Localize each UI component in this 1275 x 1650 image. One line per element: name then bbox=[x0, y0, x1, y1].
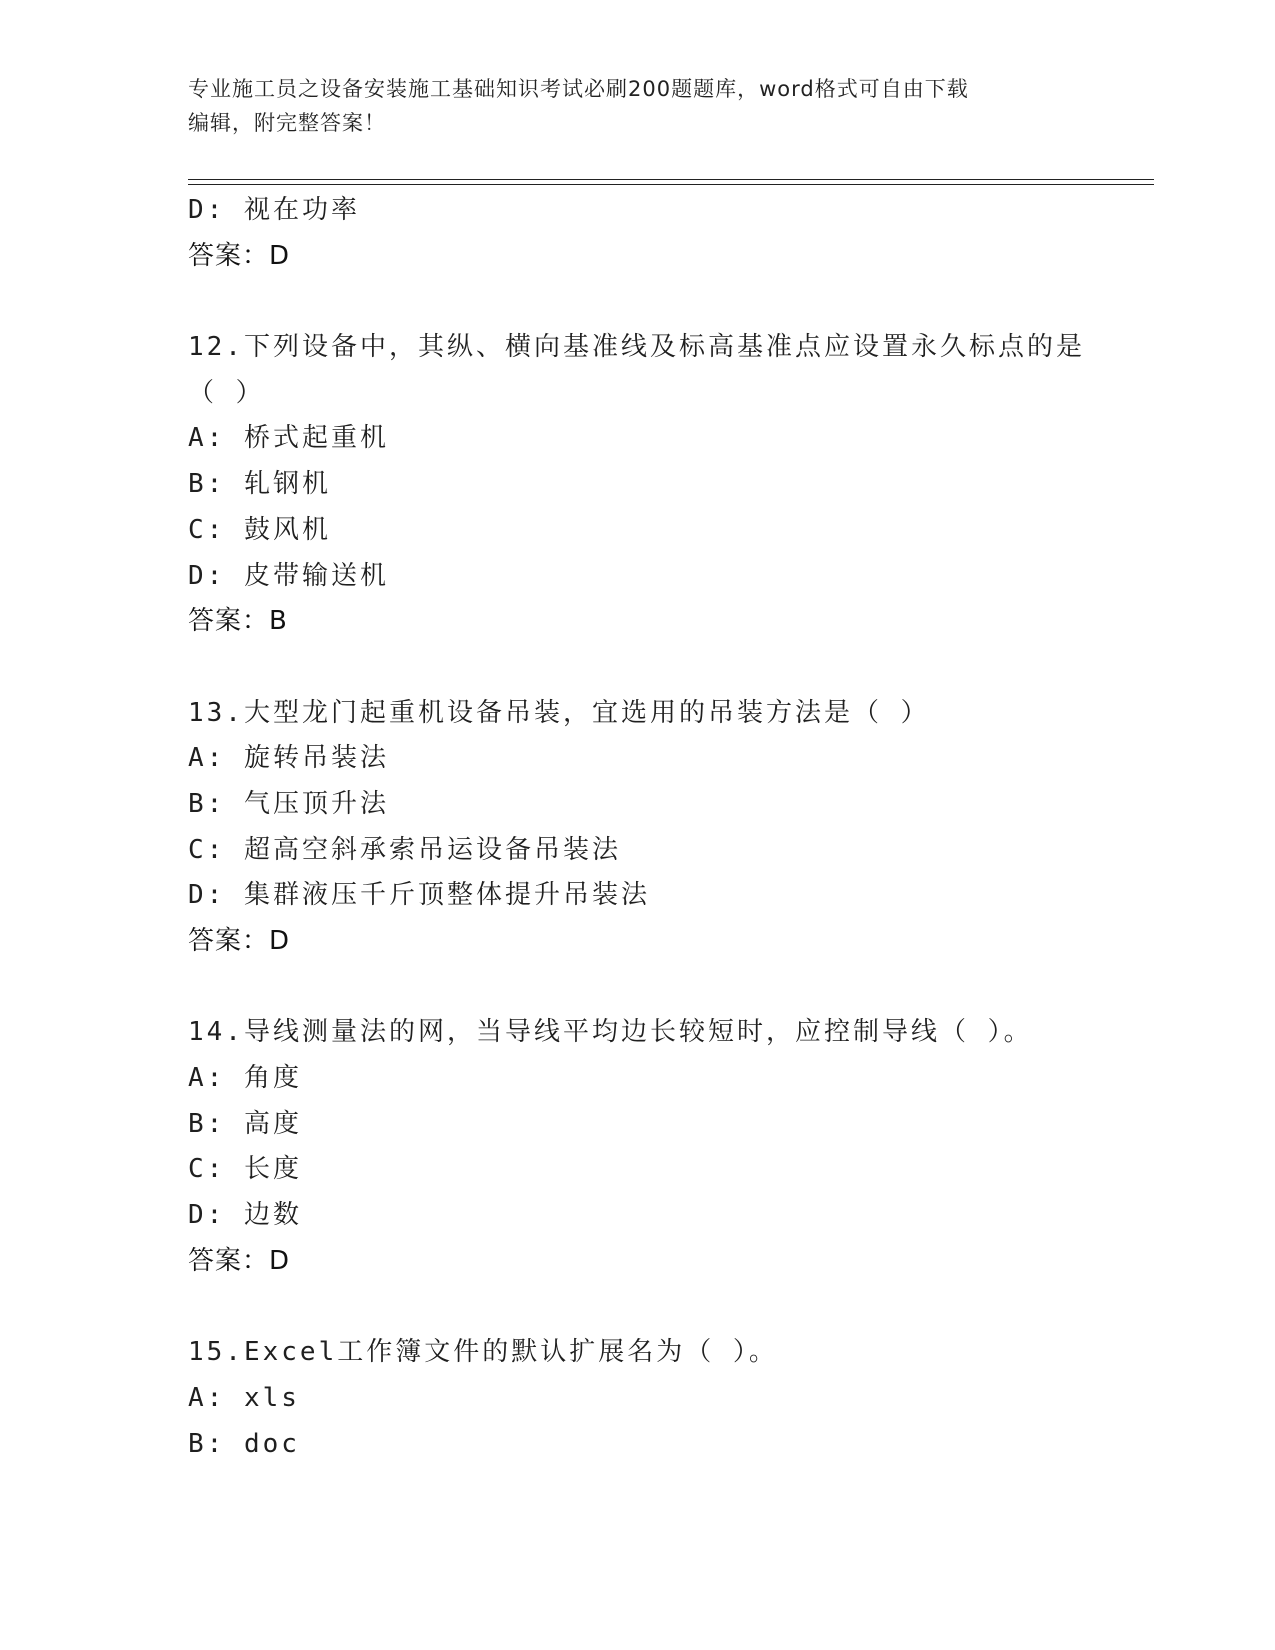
answer: 答案：D bbox=[188, 1245, 291, 1276]
question-stem: 12.下列设备中，其纵、横向基准线及标高基准点应设置永久标点的是 bbox=[188, 332, 1085, 363]
answer: 答案：D bbox=[188, 926, 291, 956]
option-d: D: 边数 bbox=[188, 1200, 302, 1231]
option-b: B: 高度 bbox=[188, 1108, 302, 1139]
question-stem: 13.大型龙门起重机设备吊装，宜选用的吊装方法是（ ） bbox=[188, 697, 930, 728]
option-c: C: 鼓风机 bbox=[188, 514, 331, 545]
question-stem: 15.Excel工作簿文件的默认扩展名为（ ）。 bbox=[188, 1337, 778, 1368]
previous-option-d: D: 视在功率 bbox=[188, 195, 360, 225]
option-d: D: 皮带输送机 bbox=[188, 560, 389, 591]
option-a: A: 旋转吊装法 bbox=[188, 743, 389, 774]
question-13 bbox=[188, 691, 1148, 965]
option-c: C: 超高空斜承索吊运设备吊装法 bbox=[188, 834, 621, 865]
spacer bbox=[188, 965, 1148, 1011]
header-title-line-2: 编辑，附完整答案！ bbox=[188, 111, 386, 135]
option-a: A: 角度 bbox=[188, 1063, 302, 1094]
header-rule-top bbox=[188, 179, 1154, 180]
question-list bbox=[188, 188, 1148, 1467]
option-b: B: doc bbox=[188, 1428, 300, 1459]
question-15 bbox=[188, 1330, 1148, 1467]
option-b: B: 轧钢机 bbox=[188, 469, 331, 500]
spacer bbox=[188, 279, 1148, 325]
option-a: A: 桥式起重机 bbox=[188, 423, 389, 454]
document-header bbox=[188, 72, 1088, 140]
question-stem: 14.导线测量法的网，当导线平均边长较短时，应控制导线（ ）。 bbox=[188, 1017, 1033, 1048]
header-title-line-1: 专业施工员之设备安装施工基础知识考试必刷200题题库，word格式可自由下载 bbox=[188, 77, 969, 101]
spacer bbox=[188, 1285, 1148, 1331]
question-14 bbox=[188, 1010, 1148, 1284]
question-12 bbox=[188, 325, 1148, 645]
answer: 答案：B bbox=[188, 606, 288, 637]
spacer bbox=[188, 645, 1148, 691]
previous-answer: 答案：D bbox=[188, 240, 291, 271]
option-c: C: 长度 bbox=[188, 1154, 302, 1185]
option-a: A: xls bbox=[188, 1382, 300, 1413]
option-d: D: 集群液压千斤顶整体提升吊装法 bbox=[188, 880, 650, 911]
option-b: B: 气压顶升法 bbox=[188, 788, 389, 819]
question-stem-continued: （ ） bbox=[188, 377, 265, 408]
header-rule-bottom bbox=[188, 184, 1154, 185]
